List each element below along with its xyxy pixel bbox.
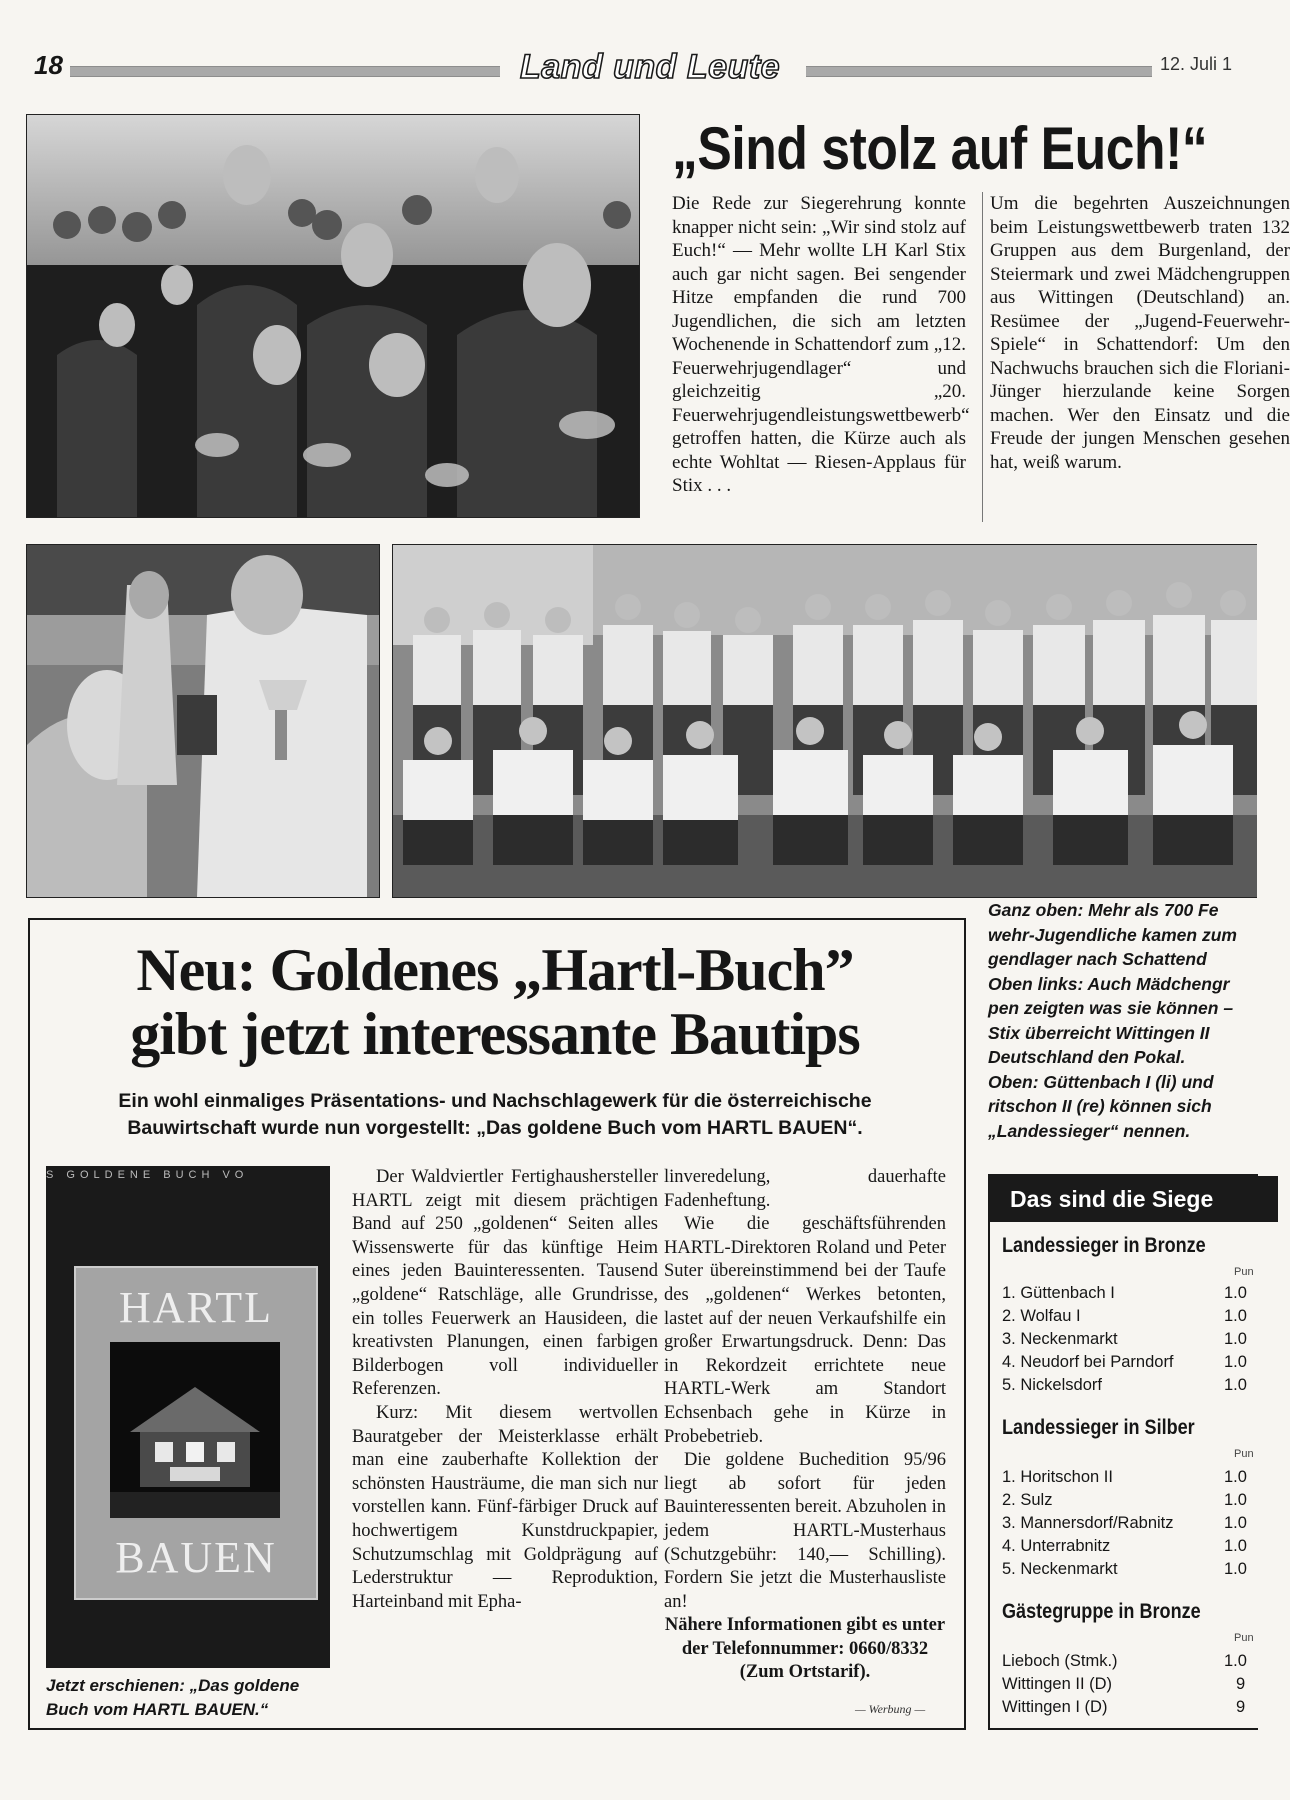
caption-line: Oben: Güttenbach I (li) und <box>988 1071 1214 1092</box>
ad-headline-line-1: Neu: Goldenes „Hartl-Buch” <box>136 937 854 1003</box>
table-row: Wittingen II (D) <box>1002 1675 1113 1693</box>
winners-table <box>988 1174 1258 1730</box>
table-row: 4. Neudorf bei Parndorf <box>1002 1353 1174 1371</box>
caption-line: Stix überreicht Wittingen II <box>988 1022 1210 1043</box>
table-row-score: 9 <box>1236 1698 1246 1716</box>
ad-headline <box>40 938 950 1066</box>
ad-subheadline: Ein wohl einmaliges Präsentations- und Nachschlagewerk für die österreichische Bauwirtschaft wurde nun vorgestellt: „Das goldene Buch vom HARTL BAUEN“. <box>118 1090 872 1139</box>
photo-trophy-handover <box>26 544 380 898</box>
table-row-score: 1.0 <box>1224 1330 1247 1348</box>
caption-line: Oben links: Auch Mädchengr <box>988 973 1230 994</box>
photo-group <box>392 544 1257 898</box>
photo-caption <box>988 898 1256 1143</box>
table-row: 1. Horitschon II <box>1002 1468 1113 1486</box>
story-column-2-clip <box>990 192 1290 532</box>
table-row-score: 1.0 <box>1224 1468 1247 1486</box>
table-row-score: 1.0 <box>1224 1307 1247 1325</box>
caption-line: wehr-Jugendliche kamen zum <box>988 924 1237 945</box>
table-row: Wittingen I (D) <box>1002 1698 1108 1716</box>
table-row: Lieboch (Stmk.) <box>1002 1652 1118 1670</box>
caption-line: ritschon II (re) können sich <box>988 1096 1212 1116</box>
table-row: 5. Nickelsdorf <box>1002 1376 1102 1394</box>
ad-paragraph: Kurz: Mit diesem wertvollen Bauratgeber der Meisterklasse erhält man eine zauberhafte Kollektion der schönsten Hausträume, die man sich nur vorstellen kann. Fünf-färbiger Druck auf hochwertigem Kunstdruckpapier, Schutzumschlag mit Goldprägung auf Lederstruktur — Reproduktion, Harteinband mit Epha- <box>352 1402 658 1612</box>
caption-line: pen zeigten was sie können – <box>988 998 1234 1018</box>
table-row-score: 1.0 <box>1224 1514 1247 1532</box>
points-label: Pun <box>1234 1448 1254 1460</box>
table-row: 3. Mannersdorf/Rabnitz <box>1002 1514 1174 1532</box>
ad-paragraph: Die goldene Buchedition 95/96 liegt ab sofort für jeden Bauinteressenten bereit. Abzuholen in jedem HARTL-Musterhaus (Schutzgebühr: 140,— Schilling). Fordern Sie jetzt die Musterhausliste an! <box>664 1450 946 1612</box>
advertisement-label: — Werbung — <box>855 1702 926 1716</box>
table-row: 2. Sulz <box>1002 1491 1053 1509</box>
section-title: Land und Leute <box>519 48 781 86</box>
points-label: Pun <box>1234 1632 1254 1644</box>
ad-paragraph: linveredelung, dauerhafte Fadenheftung. <box>664 1167 946 1211</box>
table-row: 3. Neckenmarkt <box>1002 1330 1118 1348</box>
table-row-score: 1.0 <box>1224 1537 1247 1555</box>
column-rule <box>982 192 983 522</box>
book-cover-top-text: S GOLDENE BUCH VO <box>46 1169 249 1181</box>
table-row-score: 1.0 <box>1224 1284 1247 1302</box>
section-title-bronze: Landessieger in Bronze <box>1002 1234 1206 1257</box>
ad-column-2 <box>664 1166 946 1685</box>
table-row: 1. Güttenbach I <box>1002 1284 1115 1302</box>
book-cover-panel <box>74 1266 318 1600</box>
table-row-score: 1.0 <box>1224 1376 1247 1394</box>
photo-crowd <box>26 114 640 518</box>
table-row: 2. Wolfau I <box>1002 1307 1081 1325</box>
table-row-score: 1.0 <box>1224 1652 1247 1670</box>
ad-paragraph: Der Waldviertler Fertighaushersteller HARTL zeigt mit diesem prächtigen Band auf 250 „goldenen“ Seiten alles Wissenswerte für das künftige Heim eines jeden Bauinteressenten. Tausend „goldene“ Ratschläge, alle Grundrisse, ein tolles Feuerwerk an Hausideen, die kreativsten Planungen, einen farbigen Bilderbogen voll individueller Referenzen. <box>352 1167 658 1400</box>
table-row-score: 1.0 <box>1224 1560 1247 1578</box>
book-cover-image <box>46 1166 330 1668</box>
points-label: Pun <box>1234 1266 1254 1278</box>
book-cover-word-bauen: BAUEN <box>115 1533 277 1582</box>
table-row-score: 1.0 <box>1224 1491 1247 1509</box>
caption-line: gendlager nach Schattend <box>988 949 1207 969</box>
header-rule-left <box>70 66 500 77</box>
table-row-score: 1.0 <box>1224 1353 1247 1371</box>
ad-paragraph: Wie die geschäftsführenden HARTL-Direktoren Roland und Peter Suter übereinstimmend bei der Taufe des „goldenen“ Werkes betonten, lastet auf der neuen Verkaufshilfe ein großer Erwartungsdruck. Denn: Das in Rekordzeit errichtete neue HARTL-Werk am Standort Echsenbach gehe in Kürze in Probebetrieb. <box>664 1214 946 1447</box>
header-rule-right <box>806 66 1152 77</box>
ad-column-1 <box>352 1166 658 1614</box>
section-title-silver: Landessieger in Silber <box>1002 1416 1195 1439</box>
winners-table-title: Das sind die Siege <box>990 1176 1278 1222</box>
story-headline: „Sind stolz auf Euch!“ <box>672 115 1208 182</box>
table-row-score: 9 <box>1236 1675 1246 1693</box>
caption-line: Ganz oben: Mehr als 700 Fe <box>988 900 1219 920</box>
table-row: 5. Neckenmarkt <box>1002 1560 1118 1578</box>
caption-line: Deutschland den Pokal. <box>988 1047 1186 1067</box>
table-row: 4. Unterrabnitz <box>1002 1537 1111 1555</box>
caption-line: „Landessieger“ nennen. <box>988 1120 1191 1141</box>
page-number: 18 <box>34 50 63 80</box>
story-column-1: Die Rede zur Siegerehrung konnte knapper nicht sein: „Wir sind stolz auf Euch!“ — Mehr wollte LH Karl Stix auch gar nicht sagen. Bei sengender Hitze empfanden die rund 700 Jugendlichen, die sich am letzten Wochenende in Schattendorf zum „12. Feuerwehrjugendlager“ und gleichzeitig „20. Feuerwehrjugendleistungswettbewerb“ getroffen hatten, die Kürze auch als echte Wohltat — Riesen-Applaus für Stix . . . <box>672 193 970 496</box>
book-cover-word-hartl: HARTL <box>118 1283 273 1332</box>
ad-contact-info: Nähere Informationen gibt es unter der Telefonnummer: 0660/8332 (Zum Ortstarif). <box>664 1615 946 1683</box>
issue-date: 12. Juli 1 <box>1160 54 1233 74</box>
house-photo <box>110 1342 280 1518</box>
story-column-2: Um die begehrten Auszeichnungen beim Leistungswettbewerb traten 132 Gruppen aus dem Burgenland, der Steiermark und zwei Mädchengruppen aus Wittingen (Deutschland) an. Resümee der „Jugend-Feuerwehr-Spiele“ in Schattendorf: Um den Nachwuchs brauchen sich die Floriani-Jünger hierzulande keine Sorgen machen. Wer den Einsatz und die Freude der jungen Menschen gesehen hat, weiß warum. <box>990 193 1290 473</box>
ad-headline-line-2: gibt jetzt interessante Bautips <box>130 1001 860 1067</box>
book-caption: Jetzt erschienen: „Das goldene Buch vom HARTL BAUEN.“ <box>46 1676 300 1719</box>
section-title-guests: Gästegruppe in Bronze <box>1002 1600 1201 1623</box>
